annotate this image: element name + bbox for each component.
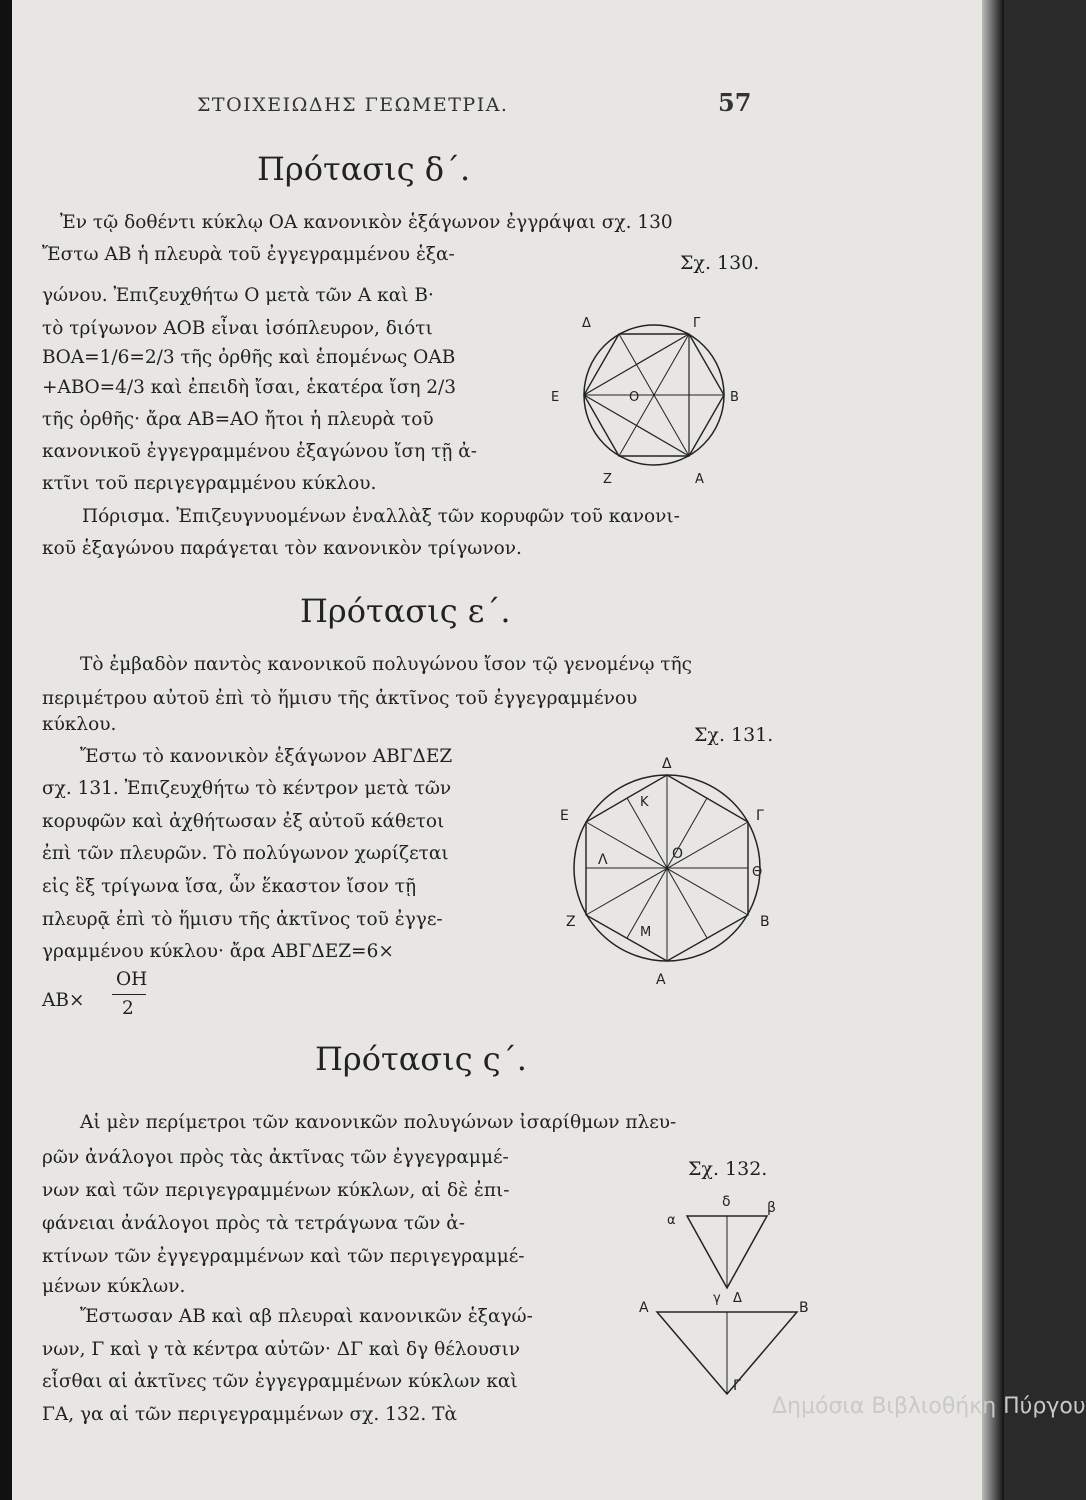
formula-denominator: 2 — [122, 998, 134, 1019]
text-line: Ἔστω ΑΒ ἡ πλευρὰ τοῦ ἐγγεγραμμένου ἑξα- — [42, 244, 455, 265]
text-line: Ἔστω τὸ κανονικὸν ἑξάγωνον ΑΒΓΔΕΖ — [80, 746, 453, 767]
fraction-bar — [112, 994, 146, 995]
fig-label: Δ — [662, 756, 672, 772]
figure-132-triangles — [627, 1186, 817, 1400]
fig-label: Β — [799, 1300, 809, 1316]
figure-caption-131: Σχ. 131. — [694, 724, 774, 746]
text-line: +ΑΒΟ=4/3 καὶ ἐπειδὴ ἴσαι, ἑκατέρα ἴση 2/3 — [42, 377, 457, 398]
book-page — [12, 0, 1086, 1500]
text-line: ΓΑ, γα αἱ τῶν περιγεγραμμένων σχ. 132. Τὰ — [42, 1404, 457, 1425]
figure-131-hexagon — [552, 758, 782, 992]
fig-label: Ζ — [603, 472, 612, 487]
section-title-d: Πρότασις δ΄. — [257, 150, 471, 188]
text-line: ἐπὶ τῶν πλευρῶν. Τὸ πολύγωνον χωρίζεται — [42, 843, 449, 864]
text-line: κύκλου. — [42, 714, 117, 735]
fig-label: δ — [722, 1194, 731, 1210]
text-line: μένων κύκλων. — [42, 1276, 186, 1297]
section-title-s: Πρότασις ς΄. — [315, 1040, 527, 1078]
fig-label: Ο — [629, 390, 640, 405]
fig-label: Λ — [598, 852, 608, 868]
fig-label: Γ — [733, 1378, 741, 1394]
text-line: κτῖνι τοῦ περιγεγραμμένου κύκλου. — [42, 473, 377, 494]
scan-edge-right — [982, 0, 1004, 1500]
text-line: Ἔστωσαν ΑΒ καὶ αβ πλευραὶ κανονικῶν ἑξαγώ- — [80, 1306, 533, 1327]
fig-label: Ε — [560, 808, 569, 824]
running-head: ΣΤΟΙΧΕΙΩΔΗΣ ΓΕΩΜΕΤΡΙΑ. — [197, 94, 509, 116]
fig-label: Α — [656, 972, 666, 988]
fig-label: α — [667, 1213, 676, 1228]
fig-label: Γ — [756, 808, 764, 824]
text-line: γραμμένου κύκλου· ἄρα ΑΒΓΔΕΖ=6× — [42, 941, 394, 962]
text-line: Πόρισμα. Ἐπιζευγνυομένων ἐναλλὰξ τῶν κορυφῶν τοῦ κανονι- — [82, 506, 680, 527]
text-line: Τὸ ἐμβαδὸν παντὸς κανονικοῦ πολυγώνου ἴσον τῷ γενομένῳ τῆς — [80, 654, 692, 675]
fig-label: Θ — [752, 865, 763, 880]
text-line: κορυφῶν καὶ ἀχθήτωσαν ἐξ αὐτοῦ κάθετοι — [42, 811, 445, 832]
text-line: πλευρᾷ ἐπὶ τὸ ἥμισυ τῆς ἀκτῖνος τοῦ ἐγγε- — [42, 909, 443, 930]
figure-caption-130: Σχ. 130. — [680, 252, 760, 274]
fig-label: Γ — [693, 316, 701, 331]
section-title-e: Πρότασις ε΄. — [300, 592, 511, 630]
fig-label: Ο — [672, 846, 684, 862]
text-line: εἶσθαι αἱ ἀκτῖνες τῶν ἐγγεγραμμένων κύκλων καὶ — [42, 1371, 518, 1392]
text-line: κοῦ ἑξαγώνου παράγεται τὸν κανονικὸν τρίγωνον. — [42, 538, 522, 559]
fig-label: Δ — [733, 1291, 742, 1306]
figure-130-hexagon — [537, 315, 777, 499]
fig-label: Β — [730, 390, 739, 405]
text-line: τῆς ὀρθῆς· ἄρα ΑΒ=ΑΟ ἤτοι ἡ πλευρὰ τοῦ — [42, 409, 434, 430]
page-number: 57 — [718, 88, 752, 117]
fig-label: γ — [713, 1291, 721, 1306]
figure-caption-132: Σχ. 132. — [688, 1158, 768, 1180]
fig-label: Α — [695, 472, 704, 487]
fig-label: Ζ — [566, 914, 576, 930]
fig-label: β — [767, 1200, 776, 1216]
fig-label: Μ — [640, 925, 652, 940]
fig-label: Α — [639, 1300, 649, 1316]
formula-numerator: ΟΗ — [116, 969, 148, 990]
text-line: νων καὶ τῶν περιγεγραμμένων κύκλων, αἱ δὲ ἐπι- — [42, 1180, 510, 1201]
text-line: εἰς ἓξ τρίγωνα ἴσα, ὧν ἕκαστον ἴσον τῇ — [42, 876, 417, 897]
text-line: νων, Γ καὶ γ τὰ κέντρα αὐτῶν· ΔΓ καὶ δγ θέλουσιν — [42, 1339, 521, 1360]
text-line: σχ. 131. Ἐπιζευχθήτω τὸ κέντρον μετὰ τῶν — [42, 778, 452, 799]
text-line: Ἐν τῷ δοθέντι κύκλῳ ΟΑ κανονικὸν ἑξάγωνον ἐγγράψαι σχ. 130 — [60, 212, 673, 233]
text-line: κανονικοῦ ἐγγεγραμμένου ἑξαγώνου ἴση τῇ ἀ- — [42, 441, 478, 462]
formula-prefix: ΑΒ× — [42, 990, 85, 1011]
text-line: περιμέτρου αὐτοῦ ἐπὶ τὸ ἥμισυ τῆς ἀκτῖνος τοῦ ἐγγεγραμμένου — [42, 688, 638, 709]
library-watermark: Δημόσια Βιβλιοθήκη Πύργου — [772, 1394, 1086, 1419]
fig-label: Ε — [551, 390, 560, 405]
text-line: φάνειαι ἀνάλογοι πρὸς τὰ τετράγωνα τῶν ἀ- — [42, 1213, 465, 1234]
fig-label: Β — [760, 914, 770, 930]
text-line: τὸ τρίγωνον ΑΟΒ εἶναι ἰσόπλευρον, διότι — [42, 318, 433, 339]
fig-label: Δ — [582, 316, 591, 331]
text-line: ρῶν ἀνάλογοι πρὸς τὰς ἀκτῖνας τῶν ἐγγεγραμμέ- — [42, 1147, 509, 1168]
text-line: ΒΟΑ=1/6=2/3 τῆς ὀρθῆς καὶ ἑπομένως ΟΑΒ — [42, 347, 456, 368]
text-line: κτίνων τῶν ἐγγεγραμμένων καὶ τῶν περιγεγραμμέ- — [42, 1246, 525, 1267]
text-line: Αἱ μὲν περίμετροι τῶν κανονικῶν πολυγώνων ἰσαρίθμων πλευ- — [80, 1112, 677, 1133]
fig-label: Κ — [640, 795, 649, 810]
text-line: γώνου. Ἐπιζευχθήτω Ο μετὰ τῶν Α καὶ Β· — [42, 285, 434, 306]
